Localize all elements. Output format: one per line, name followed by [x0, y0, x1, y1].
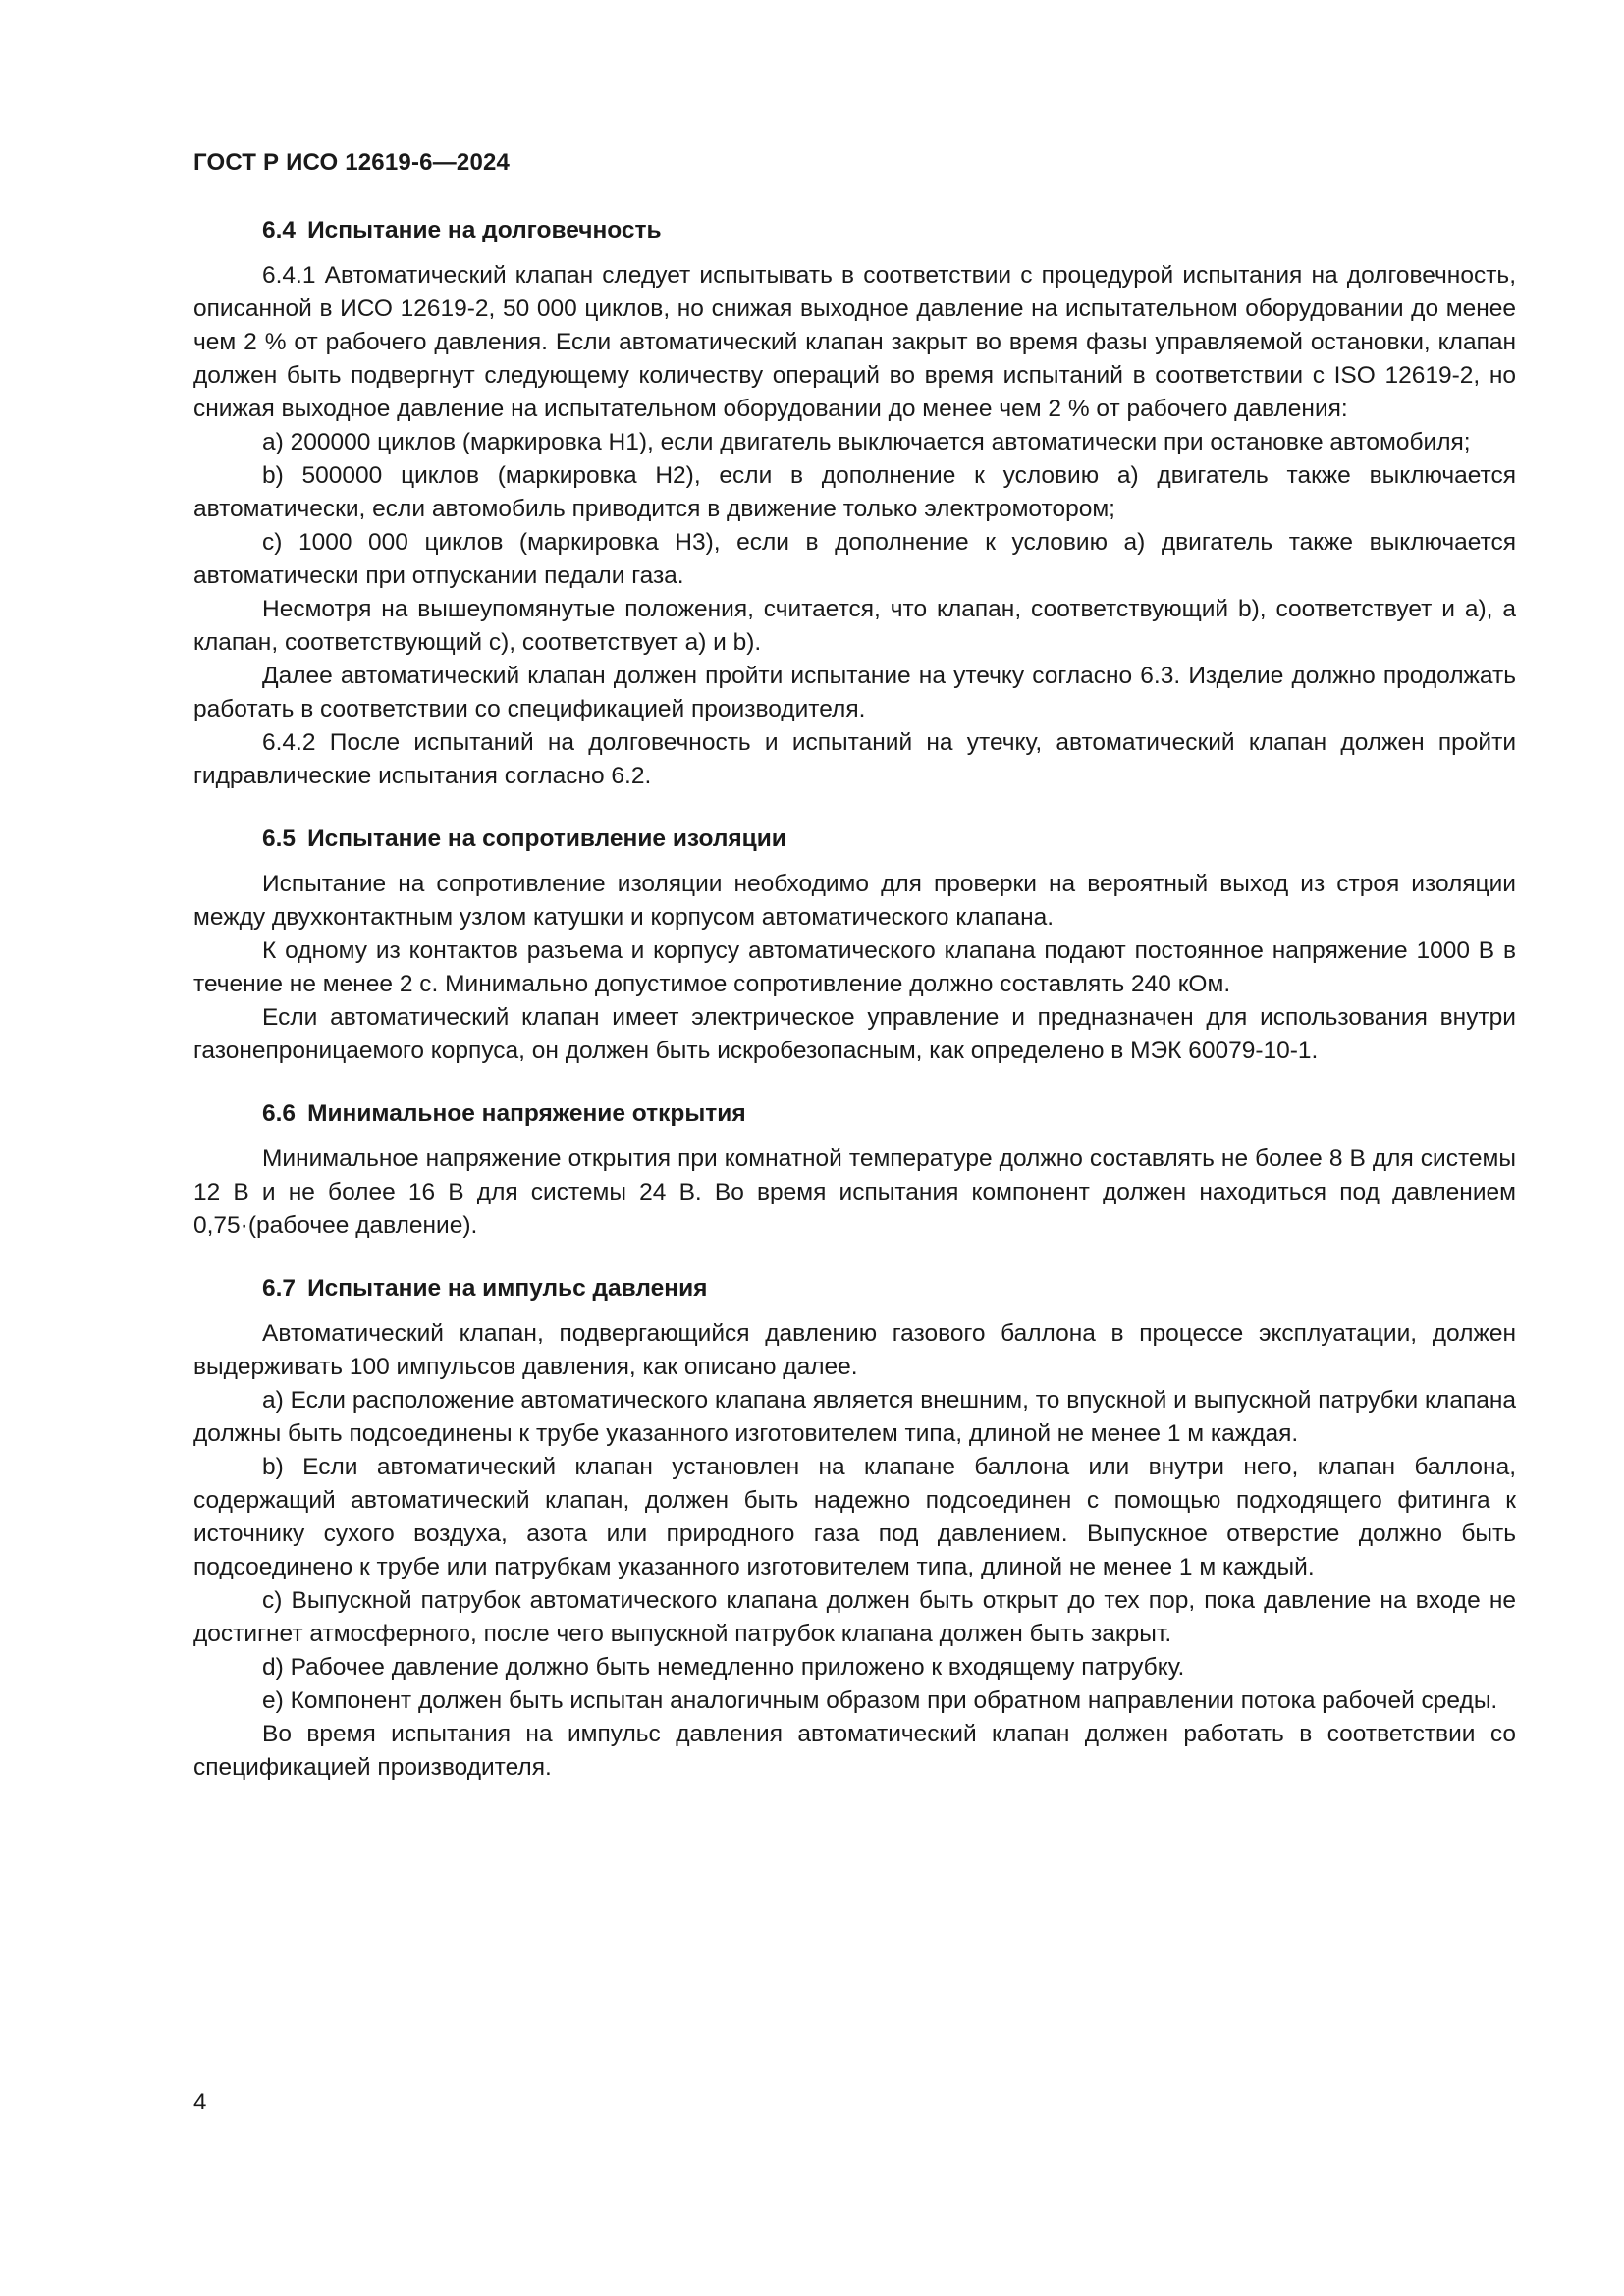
page-number: 4 [193, 2089, 207, 2115]
section-6-4 [193, 214, 1516, 793]
paragraph: 6.4.2 После испытаний на долговечность и испытаний на утечку, автоматический клапан должен пройти гидравлические испытания согласно 6.2. [193, 729, 1516, 789]
standard-id: ГОСТ Р ИСО 12619-6—2024 [193, 149, 511, 176]
paragraph: Испытание на сопротивление изоляции необходимо для проверки на вероятный выход из строя изоляции между двухконтактным узлом катушки и корпусом автоматического клапана. [193, 871, 1516, 931]
section-6-5 [193, 823, 1516, 1068]
section-title: Минимальное напряжение открытия [307, 1100, 746, 1127]
paragraph: Если автоматический клапан имеет электрическое управление и предназначен для использования внутри газонепроницаемого корпуса, он должен быть искробезопасным, как определено в МЭК 60079-10-1. [193, 1004, 1516, 1064]
paragraph: К одному из контактов разъема и корпусу автоматического клапана подают постоянное напряжение 1000 В в течение не менее 2 с. Минимально допустимое сопротивление должно составлять 240 кОм. [193, 937, 1516, 997]
section-number: 6.7 [262, 1275, 297, 1302]
list-item: e) Компонент должен быть испытан аналогичным образом при обратном направлении потока рабочей среды. [262, 1687, 1498, 1714]
list-item: b) 500000 циклов (маркировка H2), если в дополнение к условию a) двигатель также выключается автоматически, если автомобиль приводится в движение только электромотором; [193, 462, 1516, 522]
paragraph: Несмотря на вышеупомянутые положения, считается, что клапан, соответствующий b), соответствует и a), а клапан, соответствующий c), соответствует a) и b). [193, 596, 1516, 656]
section-number: 6.6 [262, 1100, 297, 1127]
paragraph: Далее автоматический клапан должен пройти испытание на утечку согласно 6.3. Изделие должно продолжать работать в соответствии со спецификацией производителя. [193, 663, 1516, 722]
list-item: b) Если автоматический клапан установлен на клапане баллона или внутри него, клапан баллона, содержащий автоматический клапан, должен быть надежно подсоединен с помощью подходящего фитинга к источнику сухого воздуха, азота или природного газа под давлением. Выпускное отверстие должно быть подсоединено к трубе или патрубкам указанного изготовителем типа, длиной не менее 1 м каждый. [193, 1454, 1516, 1580]
paragraph: 6.4.1 Автоматический клапан следует испытывать в соответствии с процедурой испытания на долговечность, описанной в ИСО 12619-2, 50 000 циклов, но снижая выходное давление на испытательном оборудовании до менее чем 2 % от рабочего давления. Если автоматический клапан закрыт во время фазы управляемой остановки, клапан должен быть подвергнут следующему количеству операций во время испытаний в соответствии с ISO 12619-2, но снижая выходное давление на испытательном оборудовании до менее чем 2 % от рабочего давления: [193, 262, 1516, 422]
list-item: a) Если расположение автоматического клапана является внешним, то впускной и выпускной патрубки клапана должны быть подсоединены к трубе указанного изготовителем типа, длиной не менее 1 м каждая. [193, 1387, 1516, 1447]
list-item: c) Выпускной патрубок автоматического клапана должен быть открыт до тех пор, пока давление на входе не достигнет атмосферного, после чего выпускной патрубок клапана должен быть закрыт. [193, 1587, 1516, 1647]
paragraph: Автоматический клапан, подвергающийся давлению газового баллона в процессе эксплуатации, должен выдерживать 100 импульсов давления, как описано далее. [193, 1320, 1516, 1380]
section-heading [193, 1097, 1516, 1131]
document-body [193, 214, 1516, 1785]
list-item: c) 1000 000 циклов (маркировка H3), если в дополнение к условию a) двигатель также выключается автоматически при отпускании педали газа. [193, 529, 1516, 589]
section-title: Испытание на долговечность [307, 217, 662, 243]
paragraph: Во время испытания на импульс давления автоматический клапан должен работать в соответствии со спецификацией производителя. [193, 1721, 1516, 1781]
section-heading [193, 1272, 1516, 1306]
list-item: d) Рабочее давление должно быть немедленно приложено к входящему патрубку. [262, 1654, 1185, 1681]
section-heading [193, 214, 1516, 247]
list-item: a) 200000 циклов (маркировка H1), если двигатель выключается автоматически при остановке автомобиля; [262, 429, 1471, 455]
paragraph: Минимальное напряжение открытия при комнатной температуре должно составлять не более 8 В для системы 12 В и не более 16 В для системы 24 В. Во время испытания компонент должен находиться под давлением 0,75·(рабочее давление). [193, 1146, 1516, 1239]
section-6-6 [193, 1097, 1516, 1243]
section-title: Испытание на импульс давления [307, 1275, 708, 1302]
section-heading [193, 823, 1516, 856]
section-number: 6.4 [262, 217, 297, 243]
section-title: Испытание на сопротивление изоляции [307, 826, 786, 852]
section-6-7 [193, 1272, 1516, 1785]
section-number: 6.5 [262, 826, 297, 852]
